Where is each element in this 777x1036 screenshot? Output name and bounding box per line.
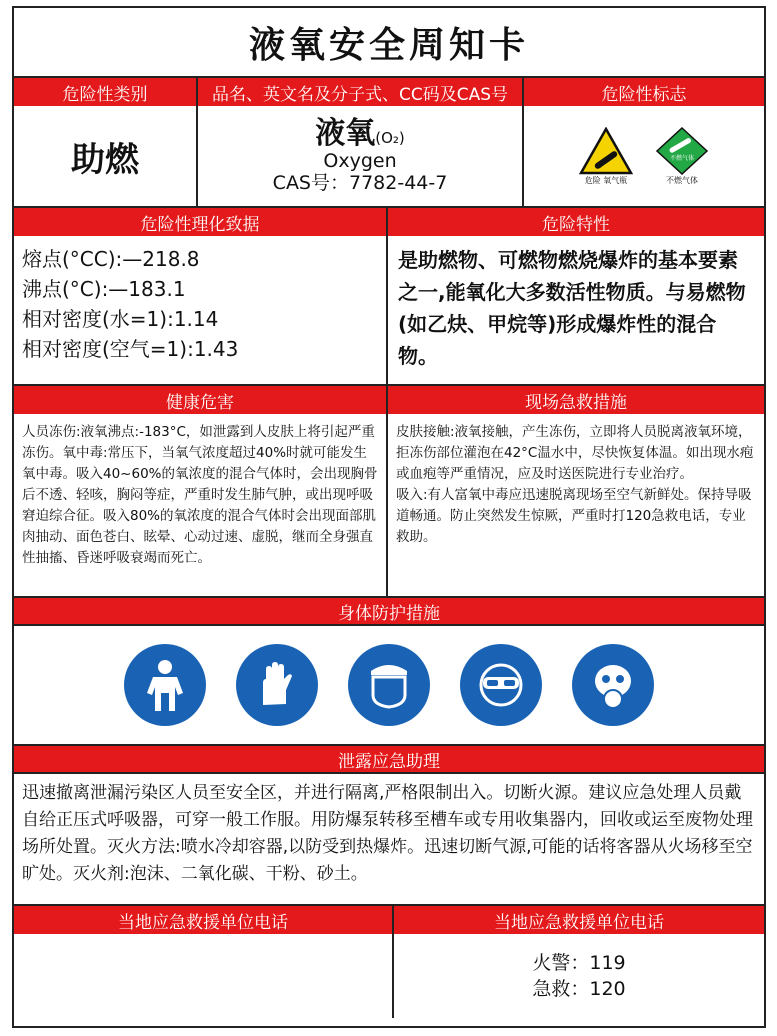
name-label: 品名、英文名及分子式、CC码及CAS号 bbox=[198, 78, 522, 106]
non-flammable-gas-icon bbox=[655, 127, 709, 175]
protective-suit-icon bbox=[124, 644, 206, 726]
health-text: 人员冻伤:液氧沸点:-183°C，如泄露到人皮肤上将引起严重冻伤。氧中毒:常压下，当氧气浓度超过40%时就可能发生氧中毒。吸入40~60%的氧浓度的混合气体时，会出现胸骨后不透、轻咳，胸闷等症，严重时发生肺气肿，或出现呼吸窘迫综合征。吸入80%的氧浓度的混合气体时会出现面部肌肉抽动、面色苍白、眩晕、心动过速、虚脱，继而全身强直性抽搐、昏迷呼吸衰竭而死亡。 bbox=[22, 424, 378, 566]
relative-density-air: 相对密度(空气=1):1.43 bbox=[22, 337, 239, 361]
hazard-section bbox=[388, 208, 764, 384]
property-row bbox=[14, 208, 764, 386]
firstaid-skin-text: 皮肤接触:液氧接触，产生冻伤，立即将人员脱离液氧环境，拒冻伤部位灌泡在42°C温水中，尽快恢复体温。如出现水疱或血疱等严重情况，应及时送医院进行专业治疗。 bbox=[396, 424, 754, 482]
ppe-icons bbox=[14, 626, 764, 746]
leak-label: 泄露应急助理 bbox=[14, 746, 764, 774]
firstaid-body bbox=[388, 414, 764, 556]
category-label: 危险性类别 bbox=[14, 78, 196, 106]
identity-row bbox=[14, 78, 764, 208]
sign-label: 危险性标志 bbox=[524, 78, 764, 106]
gas-mask-icon bbox=[572, 644, 654, 726]
firstaid-section bbox=[388, 386, 764, 596]
category-value: 助燃 bbox=[71, 139, 139, 180]
non-flammable-inner-text: 不燃气体 bbox=[669, 154, 695, 162]
oxidizer-sign bbox=[579, 127, 633, 186]
firstaid-label: 现场急救措施 bbox=[388, 386, 764, 414]
health-section bbox=[14, 386, 388, 596]
phys-section bbox=[14, 208, 388, 384]
phone-right-label: 当地应急救援单位电话 bbox=[394, 906, 764, 934]
product-cas: CAS号：7782-44-7 bbox=[272, 172, 448, 195]
product-name bbox=[315, 117, 405, 152]
health-row bbox=[14, 386, 764, 598]
firstaid-inhale-text: 吸入:有人富氧中毒应迅速脱离现场至空气新鲜处。保持导吸道畅通。防止突然发生惊厥，严重时打120急救电话，专业救助。 bbox=[396, 487, 752, 545]
health-label: 健康危害 bbox=[14, 386, 386, 414]
fire-phone: 火警：119 bbox=[532, 952, 626, 974]
safety-card bbox=[12, 6, 766, 1028]
boiling-point: 沸点(°C):—183.1 bbox=[22, 277, 186, 301]
product-name-en: Oxygen bbox=[323, 150, 397, 173]
oxidizer-caption: 危险 氧气瓶 bbox=[584, 175, 628, 185]
phone-left-body bbox=[14, 934, 392, 1018]
ppe-label: 身体防护措施 bbox=[14, 598, 764, 626]
category-column bbox=[14, 78, 198, 206]
phone-row bbox=[14, 906, 764, 1018]
hazard-signs bbox=[524, 106, 764, 206]
card-title: 液氧安全周知卡 bbox=[14, 8, 764, 78]
safety-goggles-icon bbox=[460, 644, 542, 726]
phone-right-section bbox=[394, 906, 764, 1018]
ambulance-phone: 急救：120 bbox=[532, 978, 626, 1000]
product-formula: (O₂) bbox=[375, 128, 405, 147]
product-name-cn: 液氧 bbox=[315, 115, 376, 151]
non-flammable-sign bbox=[655, 127, 709, 186]
melting-point: 熔点(°CC):—218.8 bbox=[22, 247, 200, 271]
sign-column bbox=[524, 78, 764, 206]
phone-left-label: 当地应急救援单位电话 bbox=[14, 906, 392, 934]
phys-label: 危险性理化致据 bbox=[14, 208, 386, 236]
phone-left-section bbox=[14, 906, 394, 1018]
leak-text: 迅速撤离泄漏污染区人员至安全区，并进行隔离,严格限制出入。切断火源。建议应急处理人员戴自给正压式呼吸器，可穿一般工作服。用防爆泵转移至槽车或专用收集器内，回收或运至废物处理场所处置。灭火方法:喷水冷却容器,以防受到热爆炸。迅速切断气源,可能的话将客器从火场移至空旷处。灭火剂:泡沫、二氧化碳、干粉、砂土。 bbox=[14, 774, 764, 906]
name-column bbox=[198, 78, 524, 206]
protective-gloves-icon bbox=[236, 644, 318, 726]
phone-right-body bbox=[394, 934, 764, 1018]
face-shield-icon bbox=[348, 644, 430, 726]
product-name-box bbox=[198, 106, 522, 206]
hazard-label: 危险特性 bbox=[388, 208, 764, 236]
hazard-text: 是助燃物、可燃物燃烧爆炸的基本要素之一,能氧化大多数活性物质。与易燃物(如乙炔、甲烷等)形成爆炸性的混合物。 bbox=[398, 248, 746, 368]
relative-density-water: 相对密度(水=1):1.14 bbox=[22, 307, 219, 331]
oxidizer-warning-icon bbox=[579, 127, 633, 175]
non-flammable-caption: 不燃气体 bbox=[666, 175, 698, 185]
phys-data bbox=[14, 236, 386, 372]
